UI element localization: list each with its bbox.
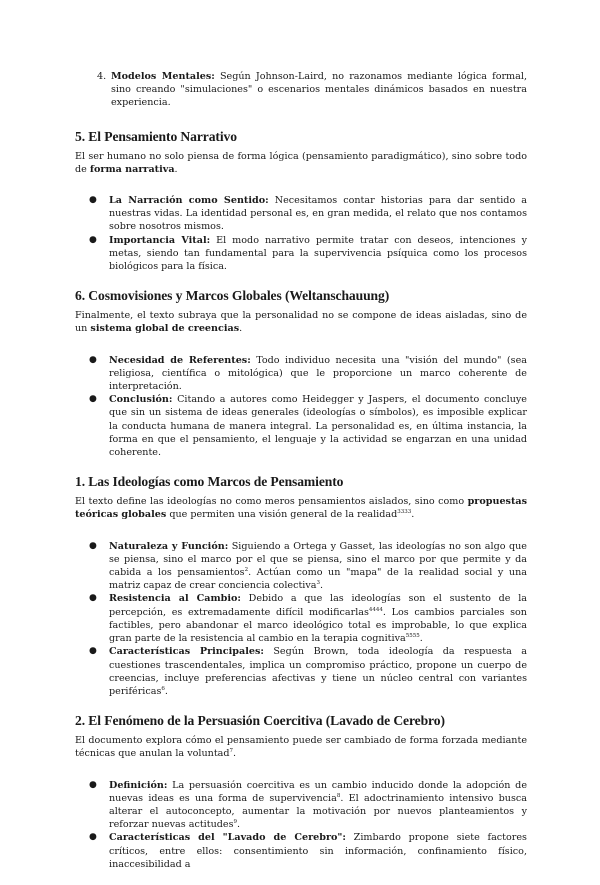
list-item: ● La Narración como Sentido: Necesitamos contar historias para dar sentido a nuestras vidas. La identidad personal es, en gran medida, el relato que nos contamos sobre nosotros mismos.: [89, 195, 527, 233]
section-heading-coercive-persuasion: 2. El Fenómeno de la Persuasión Coercitiva (Lavado de Cerebro): [75, 713, 445, 729]
bullet-icon: ●: [89, 394, 97, 405]
bullet-list: [75, 194, 527, 273]
document-page: [75, 70, 527, 885]
bullet-icon: ●: [89, 832, 97, 843]
bullet-icon: ●: [89, 646, 97, 657]
list-item: ● Características del "Lavado de Cerebro": Zimbardo propone siete factores críticos, entre ellos: consentimiento sin información, confinamiento físico, inaccesibilidad a: [89, 832, 527, 870]
bullet-icon: ●: [89, 195, 97, 206]
list-item: ● Resistencia al Cambio: Debido a que las ideologías son el sustento de la percepción, es extremadamente difícil modificarlas$^{4444}$. Los cambios parciales son factibles, pero abandonar el marco ideológico total es improbable, lo que explica gran parte de la resistencia al cambio en la terapia cognitiva$^{5555}$.: [89, 593, 527, 645]
bullet-icon: ●: [89, 593, 97, 604]
bullet-icon: ●: [89, 779, 97, 790]
numbered-item-4: [97, 70, 527, 110]
list-item: ● Importancia Vital: El modo narrativo permite tratar con deseos, intenciones y metas, siendo tan fundamental para la supervivencia psíquica como los procesos biológicos para la física.: [89, 234, 528, 273]
section-heading-narrative: 5. El Pensamiento Narrativo: [75, 128, 237, 144]
list-item: ● Definición: La persuasión coercitiva es un cambio inducido donde la adopción de nuevas ideas es una forma de supervivencia$^8$. El adoctrinamiento intensivo busca alterar el autoconcepto, aumentar la motivación por nuevos planteamientos y reforzar nuevas actitudes$^9$.: [89, 779, 527, 831]
bullet-list: [75, 354, 527, 460]
list-item: ● Características Principales: Según Brown, toda ideología da respuesta a cuestiones trascendentales, implica un compromiso práctico, propone un cuerpo de creencias, incluye preferencias afectivas y tiene un núcleo central con variantes periféricas$^6$.: [89, 646, 527, 697]
section-intro: Finalmente, el texto subraya que la personalidad no se compone de ideas aisladas, sino de un sistema global de creencias.: [75, 310, 527, 335]
list-item: ● Necesidad de Referentes: Todo individuo necesita una "visión del mundo" (sea religiosa, científica o mitológica) que le proporcione un marco coherente de interpretación.: [89, 354, 527, 393]
bullet-list: [75, 540, 527, 698]
section-intro: El documento explora cómo el pensamiento puede ser cambiado de forma forzada mediante técnicas que anulan la voluntad$^7$.: [75, 735, 527, 760]
item-text: Modelos Mentales: Según Johnson-Laird, no razonamos mediante lógica formal, sino creando "simulaciones" o escenarios mentales dinámicos basados en nuestra experiencia.: [111, 71, 527, 109]
bullet-icon: ●: [89, 354, 97, 365]
list-item: ● Conclusión: Citando a autores como Heidegger y Jaspers, el documento concluye que sin un sistema de ideas generales (ideologías o símbolos), es imposible explicar la conducta humana de manera integral. La personalidad es, en última instancia, la forma en que el pensamiento, el lenguaje y la actividad se engarzan en una unidad coherente.: [89, 394, 527, 459]
section-heading-worldviews: 6. Cosmovisiones y Marcos Globales (Weltanschauung): [75, 288, 390, 304]
item-number: 4.: [97, 71, 107, 82]
section-intro: El ser humano no solo piensa de forma lógica (pensamiento paradigmático), sino sobre todo de forma narrativa.: [75, 150, 527, 175]
section-heading-ideologies: 1. Las Ideologías como Marcos de Pensamiento: [75, 474, 344, 490]
bullet-icon: ●: [89, 234, 97, 245]
bullet-icon: ●: [89, 540, 97, 551]
bullet-list: [75, 779, 527, 871]
section-intro: El texto define las ideologías no como meros pensamientos aislados, sino como propuestas teóricas globales que permiten una visión general de la realidad$^{3333}$.: [75, 496, 527, 521]
list-item: ● Naturaleza y Función: Siguiendo a Ortega y Gasset, las ideologías no son algo que se piensa, sino el marco por el que se piensa, sino el marco por que permite y da cabida a los pensamientos$^2$. Actúan como un "mapa" de la realidad social y una matriz capaz de crear conciencia colectiva$^3$.: [89, 540, 527, 592]
